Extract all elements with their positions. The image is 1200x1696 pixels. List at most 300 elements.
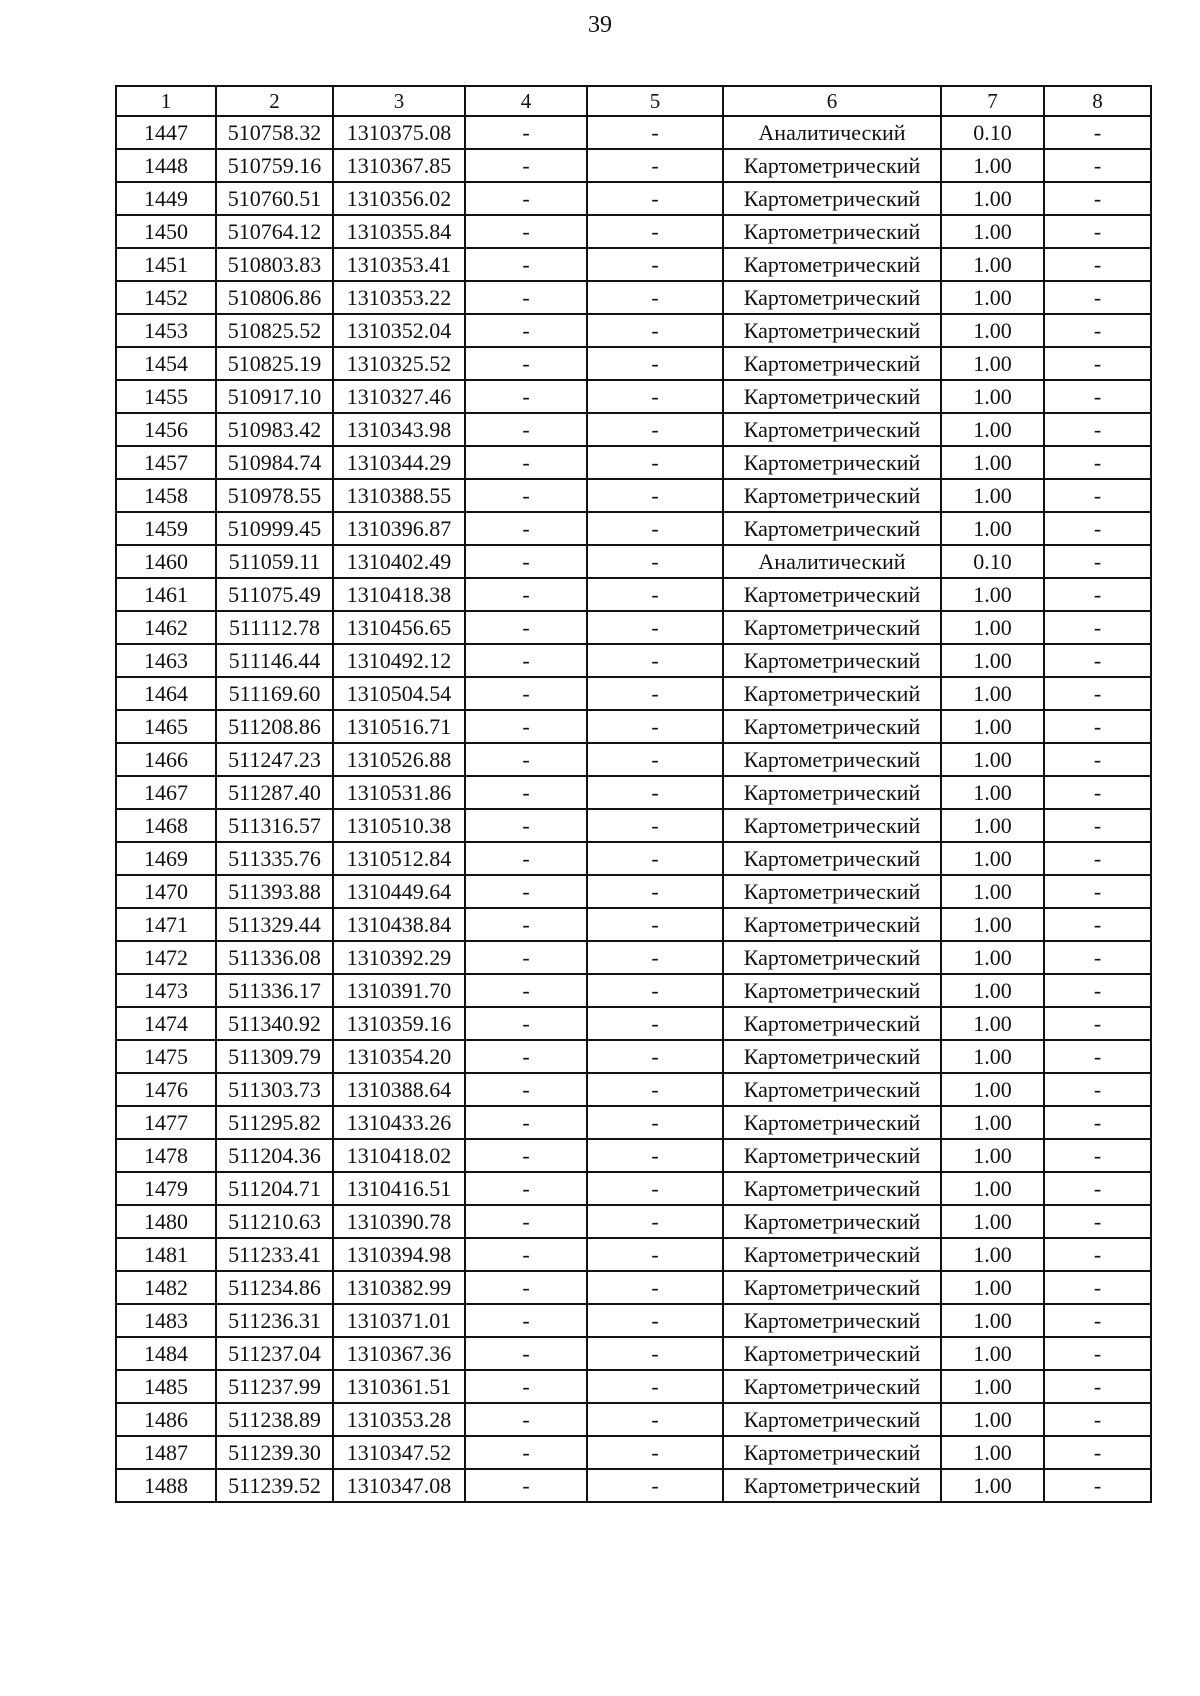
column-4-cell: -: [465, 1073, 587, 1106]
accuracy-cell: 1.00: [941, 1370, 1044, 1403]
column-4-cell: -: [465, 1337, 587, 1370]
point-number-cell: 1473: [116, 974, 216, 1007]
x-coordinate-cell: 511234.86: [216, 1271, 333, 1304]
column-8-cell: -: [1044, 446, 1151, 479]
column-8-cell: -: [1044, 677, 1151, 710]
y-coordinate-cell: 1310510.38: [333, 809, 465, 842]
y-coordinate-cell: 1310359.16: [333, 1007, 465, 1040]
x-coordinate-cell: 510803.83: [216, 248, 333, 281]
column-5-cell: -: [587, 182, 723, 215]
x-coordinate-cell: 510983.42: [216, 413, 333, 446]
column-8-cell: -: [1044, 1238, 1151, 1271]
column-4-cell: -: [465, 281, 587, 314]
point-number-cell: 1462: [116, 611, 216, 644]
y-coordinate-cell: 1310355.84: [333, 215, 465, 248]
column-8-cell: -: [1044, 1205, 1151, 1238]
column-5-cell: -: [587, 743, 723, 776]
y-coordinate-cell: 1310433.26: [333, 1106, 465, 1139]
method-cell: Картометрический: [723, 1007, 941, 1040]
method-cell: Картометрический: [723, 1238, 941, 1271]
accuracy-cell: 0.10: [941, 116, 1044, 149]
column-8-cell: -: [1044, 974, 1151, 1007]
y-coordinate-cell: 1310418.02: [333, 1139, 465, 1172]
y-coordinate-cell: 1310382.99: [333, 1271, 465, 1304]
x-coordinate-cell: 511210.63: [216, 1205, 333, 1238]
table-row: [116, 1205, 1151, 1238]
column-5-cell: -: [587, 281, 723, 314]
column-5-cell: -: [587, 842, 723, 875]
accuracy-cell: 1.00: [941, 1205, 1044, 1238]
column-4-cell: -: [465, 1370, 587, 1403]
y-coordinate-cell: 1310354.20: [333, 1040, 465, 1073]
column-header: 7: [941, 86, 1044, 116]
method-cell: Картометрический: [723, 1436, 941, 1469]
table-body: [116, 116, 1151, 1502]
point-number-cell: 1475: [116, 1040, 216, 1073]
accuracy-cell: 1.00: [941, 809, 1044, 842]
point-number-cell: 1447: [116, 116, 216, 149]
point-number-cell: 1464: [116, 677, 216, 710]
accuracy-cell: 1.00: [941, 182, 1044, 215]
method-cell: Картометрический: [723, 776, 941, 809]
table-row: [116, 1337, 1151, 1370]
column-header: 6: [723, 86, 941, 116]
column-4-cell: -: [465, 380, 587, 413]
method-cell: Картометрический: [723, 248, 941, 281]
method-cell: Картометрический: [723, 1271, 941, 1304]
table-row: [116, 1238, 1151, 1271]
point-number-cell: 1483: [116, 1304, 216, 1337]
column-4-cell: -: [465, 1403, 587, 1436]
column-5-cell: -: [587, 1304, 723, 1337]
accuracy-cell: 1.00: [941, 1337, 1044, 1370]
accuracy-cell: 1.00: [941, 908, 1044, 941]
point-number-cell: 1487: [116, 1436, 216, 1469]
table-row: [116, 1106, 1151, 1139]
x-coordinate-cell: 511146.44: [216, 644, 333, 677]
column-5-cell: -: [587, 347, 723, 380]
point-number-cell: 1481: [116, 1238, 216, 1271]
column-4-cell: -: [465, 1436, 587, 1469]
accuracy-cell: 1.00: [941, 413, 1044, 446]
column-5-cell: -: [587, 1172, 723, 1205]
column-5-cell: -: [587, 1403, 723, 1436]
column-4-cell: -: [465, 215, 587, 248]
x-coordinate-cell: 511287.40: [216, 776, 333, 809]
column-4-cell: -: [465, 1040, 587, 1073]
point-number-cell: 1486: [116, 1403, 216, 1436]
column-4-cell: -: [465, 1469, 587, 1502]
x-coordinate-cell: 510978.55: [216, 479, 333, 512]
method-cell: Картометрический: [723, 644, 941, 677]
column-5-cell: -: [587, 776, 723, 809]
table-row: [116, 545, 1151, 578]
table-row: [116, 347, 1151, 380]
y-coordinate-cell: 1310416.51: [333, 1172, 465, 1205]
method-cell: Картометрический: [723, 1106, 941, 1139]
table-row: [116, 1139, 1151, 1172]
x-coordinate-cell: 511316.57: [216, 809, 333, 842]
x-coordinate-cell: 511169.60: [216, 677, 333, 710]
method-cell: Картометрический: [723, 1205, 941, 1238]
column-4-cell: -: [465, 644, 587, 677]
point-number-cell: 1476: [116, 1073, 216, 1106]
method-cell: Картометрический: [723, 380, 941, 413]
table-row: [116, 677, 1151, 710]
column-5-cell: -: [587, 512, 723, 545]
accuracy-cell: 1.00: [941, 1106, 1044, 1139]
column-8-cell: -: [1044, 182, 1151, 215]
column-4-cell: -: [465, 314, 587, 347]
accuracy-cell: 1.00: [941, 1007, 1044, 1040]
point-number-cell: 1472: [116, 941, 216, 974]
accuracy-cell: 1.00: [941, 875, 1044, 908]
table-row: [116, 215, 1151, 248]
x-coordinate-cell: 511236.31: [216, 1304, 333, 1337]
x-coordinate-cell: 511239.52: [216, 1469, 333, 1502]
column-8-cell: -: [1044, 809, 1151, 842]
y-coordinate-cell: 1310512.84: [333, 842, 465, 875]
point-number-cell: 1467: [116, 776, 216, 809]
point-number-cell: 1479: [116, 1172, 216, 1205]
column-8-cell: -: [1044, 512, 1151, 545]
column-8-cell: -: [1044, 1436, 1151, 1469]
table-row: [116, 743, 1151, 776]
accuracy-cell: 1.00: [941, 1172, 1044, 1205]
accuracy-cell: 1.00: [941, 578, 1044, 611]
table-row: [116, 446, 1151, 479]
accuracy-cell: 1.00: [941, 974, 1044, 1007]
table-row: [116, 116, 1151, 149]
accuracy-cell: 1.00: [941, 314, 1044, 347]
column-8-cell: -: [1044, 578, 1151, 611]
point-number-cell: 1477: [116, 1106, 216, 1139]
column-4-cell: -: [465, 512, 587, 545]
y-coordinate-cell: 1310391.70: [333, 974, 465, 1007]
x-coordinate-cell: 511204.36: [216, 1139, 333, 1172]
accuracy-cell: 1.00: [941, 1403, 1044, 1436]
column-header: 1: [116, 86, 216, 116]
accuracy-cell: 1.00: [941, 611, 1044, 644]
table-row: [116, 1436, 1151, 1469]
column-4-cell: -: [465, 248, 587, 281]
point-number-cell: 1460: [116, 545, 216, 578]
point-number-cell: 1466: [116, 743, 216, 776]
column-8-cell: -: [1044, 314, 1151, 347]
y-coordinate-cell: 1310449.64: [333, 875, 465, 908]
point-number-cell: 1484: [116, 1337, 216, 1370]
table-row: [116, 1271, 1151, 1304]
column-header: 2: [216, 86, 333, 116]
accuracy-cell: 1.00: [941, 281, 1044, 314]
x-coordinate-cell: 510764.12: [216, 215, 333, 248]
column-4-cell: -: [465, 149, 587, 182]
table-row: [116, 941, 1151, 974]
y-coordinate-cell: 1310504.54: [333, 677, 465, 710]
y-coordinate-cell: 1310396.87: [333, 512, 465, 545]
column-4-cell: -: [465, 809, 587, 842]
point-number-cell: 1480: [116, 1205, 216, 1238]
method-cell: Картометрический: [723, 479, 941, 512]
table-row: [116, 314, 1151, 347]
y-coordinate-cell: 1310343.98: [333, 413, 465, 446]
column-4-cell: -: [465, 1205, 587, 1238]
point-number-cell: 1454: [116, 347, 216, 380]
column-5-cell: -: [587, 413, 723, 446]
column-4-cell: -: [465, 1304, 587, 1337]
method-cell: Картометрический: [723, 974, 941, 1007]
x-coordinate-cell: 511238.89: [216, 1403, 333, 1436]
column-5-cell: -: [587, 446, 723, 479]
y-coordinate-cell: 1310353.28: [333, 1403, 465, 1436]
column-5-cell: -: [587, 380, 723, 413]
column-4-cell: -: [465, 1106, 587, 1139]
table-row: [116, 1469, 1151, 1502]
y-coordinate-cell: 1310344.29: [333, 446, 465, 479]
point-number-cell: 1453: [116, 314, 216, 347]
x-coordinate-cell: 511059.11: [216, 545, 333, 578]
method-cell: Картометрический: [723, 1172, 941, 1205]
accuracy-cell: 1.00: [941, 842, 1044, 875]
column-5-cell: -: [587, 875, 723, 908]
accuracy-cell: 1.00: [941, 710, 1044, 743]
y-coordinate-cell: 1310353.41: [333, 248, 465, 281]
table-row: [116, 479, 1151, 512]
y-coordinate-cell: 1310361.51: [333, 1370, 465, 1403]
method-cell: Картометрический: [723, 1040, 941, 1073]
column-5-cell: -: [587, 1139, 723, 1172]
column-8-cell: -: [1044, 1106, 1151, 1139]
column-4-cell: -: [465, 116, 587, 149]
method-cell: Картометрический: [723, 1304, 941, 1337]
method-cell: Картометрический: [723, 1139, 941, 1172]
method-cell: Картометрический: [723, 182, 941, 215]
column-5-cell: -: [587, 314, 723, 347]
y-coordinate-cell: 1310388.55: [333, 479, 465, 512]
column-8-cell: -: [1044, 743, 1151, 776]
point-number-cell: 1452: [116, 281, 216, 314]
column-5-cell: -: [587, 116, 723, 149]
column-8-cell: -: [1044, 413, 1151, 446]
point-number-cell: 1463: [116, 644, 216, 677]
column-8-cell: -: [1044, 281, 1151, 314]
x-coordinate-cell: 511295.82: [216, 1106, 333, 1139]
column-8-cell: -: [1044, 776, 1151, 809]
table-row: [116, 380, 1151, 413]
accuracy-cell: 1.00: [941, 215, 1044, 248]
point-number-cell: 1449: [116, 182, 216, 215]
method-cell: Картометрический: [723, 1073, 941, 1106]
x-coordinate-cell: 510825.52: [216, 314, 333, 347]
column-5-cell: -: [587, 1205, 723, 1238]
column-8-cell: -: [1044, 1172, 1151, 1205]
column-4-cell: -: [465, 1271, 587, 1304]
x-coordinate-cell: 511237.99: [216, 1370, 333, 1403]
x-coordinate-cell: 510984.74: [216, 446, 333, 479]
column-5-cell: -: [587, 809, 723, 842]
accuracy-cell: 1.00: [941, 1436, 1044, 1469]
column-8-cell: -: [1044, 1304, 1151, 1337]
column-4-cell: -: [465, 446, 587, 479]
column-5-cell: -: [587, 941, 723, 974]
table-row: [116, 644, 1151, 677]
method-cell: Аналитический: [723, 116, 941, 149]
accuracy-cell: 1.00: [941, 1469, 1044, 1502]
column-4-cell: -: [465, 875, 587, 908]
column-5-cell: -: [587, 1238, 723, 1271]
point-number-cell: 1450: [116, 215, 216, 248]
method-cell: Картометрический: [723, 149, 941, 182]
y-coordinate-cell: 1310392.29: [333, 941, 465, 974]
accuracy-cell: 1.00: [941, 1304, 1044, 1337]
table-row: [116, 1172, 1151, 1205]
method-cell: Картометрический: [723, 875, 941, 908]
column-8-cell: -: [1044, 908, 1151, 941]
method-cell: Картометрический: [723, 908, 941, 941]
y-coordinate-cell: 1310438.84: [333, 908, 465, 941]
table-header: [116, 86, 1151, 116]
accuracy-cell: 1.00: [941, 644, 1044, 677]
column-8-cell: -: [1044, 710, 1151, 743]
column-header: 4: [465, 86, 587, 116]
point-number-cell: 1468: [116, 809, 216, 842]
coordinates-table: [115, 85, 1152, 1503]
method-cell: Картометрический: [723, 281, 941, 314]
table-row: [116, 281, 1151, 314]
point-number-cell: 1451: [116, 248, 216, 281]
column-header: 8: [1044, 86, 1151, 116]
column-5-cell: -: [587, 1436, 723, 1469]
column-4-cell: -: [465, 1172, 587, 1205]
method-cell: Картометрический: [723, 347, 941, 380]
column-4-cell: -: [465, 1238, 587, 1271]
table-row: [116, 875, 1151, 908]
x-coordinate-cell: 511336.08: [216, 941, 333, 974]
column-8-cell: -: [1044, 347, 1151, 380]
method-cell: Картометрический: [723, 710, 941, 743]
column-5-cell: -: [587, 1073, 723, 1106]
point-number-cell: 1482: [116, 1271, 216, 1304]
table-row: [116, 413, 1151, 446]
y-coordinate-cell: 1310456.65: [333, 611, 465, 644]
y-coordinate-cell: 1310356.02: [333, 182, 465, 215]
column-8-cell: -: [1044, 479, 1151, 512]
table-row: [116, 710, 1151, 743]
method-cell: Картометрический: [723, 215, 941, 248]
point-number-cell: 1474: [116, 1007, 216, 1040]
y-coordinate-cell: 1310325.52: [333, 347, 465, 380]
accuracy-cell: 1.00: [941, 380, 1044, 413]
column-8-cell: -: [1044, 1139, 1151, 1172]
column-8-cell: -: [1044, 1403, 1151, 1436]
column-5-cell: -: [587, 1271, 723, 1304]
column-4-cell: -: [465, 479, 587, 512]
table-row: [116, 776, 1151, 809]
table-row: [116, 578, 1151, 611]
method-cell: Картометрический: [723, 677, 941, 710]
point-number-cell: 1459: [116, 512, 216, 545]
x-coordinate-cell: 511208.86: [216, 710, 333, 743]
table-row: [116, 1040, 1151, 1073]
x-coordinate-cell: 510825.19: [216, 347, 333, 380]
accuracy-cell: 1.00: [941, 1271, 1044, 1304]
column-8-cell: -: [1044, 1007, 1151, 1040]
x-coordinate-cell: 511204.71: [216, 1172, 333, 1205]
column-4-cell: -: [465, 545, 587, 578]
column-5-cell: -: [587, 1040, 723, 1073]
point-number-cell: 1461: [116, 578, 216, 611]
table-row: [116, 1007, 1151, 1040]
column-5-cell: -: [587, 545, 723, 578]
method-cell: Картометрический: [723, 512, 941, 545]
point-number-cell: 1458: [116, 479, 216, 512]
page-number: 39: [588, 12, 612, 38]
method-cell: Картометрический: [723, 1403, 941, 1436]
method-cell: Картометрический: [723, 611, 941, 644]
table-row: [116, 512, 1151, 545]
accuracy-cell: 1.00: [941, 1139, 1044, 1172]
y-coordinate-cell: 1310526.88: [333, 743, 465, 776]
column-4-cell: -: [465, 1139, 587, 1172]
x-coordinate-cell: 511340.92: [216, 1007, 333, 1040]
column-5-cell: -: [587, 1007, 723, 1040]
accuracy-cell: 1.00: [941, 743, 1044, 776]
column-8-cell: -: [1044, 1337, 1151, 1370]
point-number-cell: 1455: [116, 380, 216, 413]
header-row: [116, 86, 1151, 116]
column-4-cell: -: [465, 413, 587, 446]
table-row: [116, 1370, 1151, 1403]
x-coordinate-cell: 510759.16: [216, 149, 333, 182]
accuracy-cell: 0.10: [941, 545, 1044, 578]
x-coordinate-cell: 511303.73: [216, 1073, 333, 1106]
table-row: [116, 809, 1151, 842]
column-4-cell: -: [465, 941, 587, 974]
column-4-cell: -: [465, 677, 587, 710]
accuracy-cell: 1.00: [941, 347, 1044, 380]
y-coordinate-cell: 1310402.49: [333, 545, 465, 578]
x-coordinate-cell: 511335.76: [216, 842, 333, 875]
y-coordinate-cell: 1310375.08: [333, 116, 465, 149]
x-coordinate-cell: 511239.30: [216, 1436, 333, 1469]
y-coordinate-cell: 1310371.01: [333, 1304, 465, 1337]
column-8-cell: -: [1044, 116, 1151, 149]
accuracy-cell: 1.00: [941, 1238, 1044, 1271]
table-row: [116, 149, 1151, 182]
x-coordinate-cell: 510758.32: [216, 116, 333, 149]
column-8-cell: -: [1044, 842, 1151, 875]
accuracy-cell: 1.00: [941, 248, 1044, 281]
x-coordinate-cell: 510806.86: [216, 281, 333, 314]
x-coordinate-cell: 510999.45: [216, 512, 333, 545]
accuracy-cell: 1.00: [941, 149, 1044, 182]
table-row: [116, 248, 1151, 281]
point-number-cell: 1478: [116, 1139, 216, 1172]
column-8-cell: -: [1044, 1073, 1151, 1106]
table-row: [116, 182, 1151, 215]
method-cell: Картометрический: [723, 1370, 941, 1403]
x-coordinate-cell: 511233.41: [216, 1238, 333, 1271]
column-5-cell: -: [587, 644, 723, 677]
table-row: [116, 1073, 1151, 1106]
method-cell: Картометрический: [723, 941, 941, 974]
column-5-cell: -: [587, 908, 723, 941]
column-8-cell: -: [1044, 1040, 1151, 1073]
point-number-cell: 1471: [116, 908, 216, 941]
y-coordinate-cell: 1310394.98: [333, 1238, 465, 1271]
column-4-cell: -: [465, 347, 587, 380]
column-5-cell: -: [587, 710, 723, 743]
